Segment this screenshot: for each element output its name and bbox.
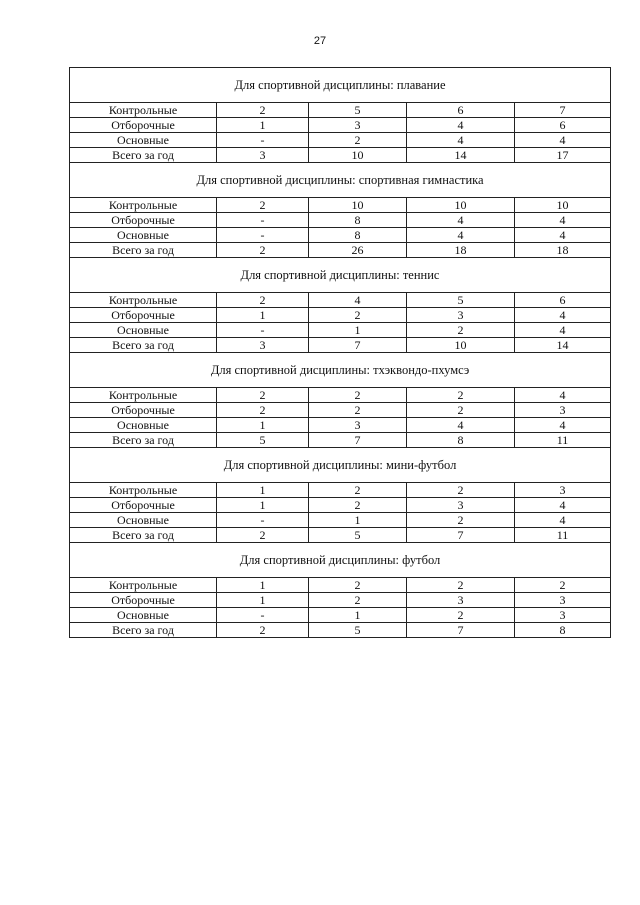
- table-cell: 3: [407, 498, 515, 513]
- section-header-row: [70, 258, 611, 293]
- table-cell: 4: [515, 308, 611, 323]
- table-cell: 3: [515, 608, 611, 623]
- table-cell: 4: [407, 118, 515, 133]
- table-cell: 3: [309, 118, 407, 133]
- table-cell: 8: [309, 228, 407, 243]
- competition-schedule-table: [69, 67, 611, 638]
- table-cell: 3: [515, 403, 611, 418]
- table-cell: 11: [515, 433, 611, 448]
- table-cell: 10: [407, 198, 515, 213]
- section-title: Для спортивной дисциплины: футбол: [70, 543, 611, 578]
- table-cell: 3: [407, 308, 515, 323]
- table-cell: 14: [407, 148, 515, 163]
- table-cell: 17: [515, 148, 611, 163]
- table-cell: 2: [217, 103, 309, 118]
- table-row: [70, 228, 611, 243]
- table-cell: 2: [309, 593, 407, 608]
- table-cell: 2: [407, 483, 515, 498]
- table-cell: -: [217, 513, 309, 528]
- table-row: [70, 418, 611, 433]
- table-cell: 4: [407, 228, 515, 243]
- row-label: Отборочные: [70, 308, 217, 323]
- table-cell: 6: [515, 118, 611, 133]
- table-cell: -: [217, 608, 309, 623]
- table-cell: 10: [309, 148, 407, 163]
- table-cell: 8: [407, 433, 515, 448]
- table-row: [70, 403, 611, 418]
- table-cell: 7: [407, 528, 515, 543]
- row-label: Всего за год: [70, 243, 217, 258]
- row-label: Контрольные: [70, 388, 217, 403]
- table-cell: 10: [515, 198, 611, 213]
- row-label: Отборочные: [70, 403, 217, 418]
- table-cell: 2: [217, 198, 309, 213]
- table-cell: 4: [515, 213, 611, 228]
- table-cell: 4: [515, 513, 611, 528]
- table-cell: 2: [309, 133, 407, 148]
- table-cell: 10: [407, 338, 515, 353]
- row-label: Контрольные: [70, 293, 217, 308]
- table-cell: 8: [515, 623, 611, 638]
- table-cell: 2: [309, 578, 407, 593]
- page-number: 27: [313, 35, 327, 47]
- row-label: Основные: [70, 133, 217, 148]
- table-cell: 4: [407, 418, 515, 433]
- table-cell: 1: [217, 578, 309, 593]
- table-row: [70, 198, 611, 213]
- table-cell: 1: [217, 593, 309, 608]
- table-row: [70, 528, 611, 543]
- section-header-row: [70, 353, 611, 388]
- table-cell: -: [217, 323, 309, 338]
- table-cell: 4: [407, 133, 515, 148]
- table-row: [70, 148, 611, 163]
- table-cell: 18: [407, 243, 515, 258]
- table-cell: 1: [217, 308, 309, 323]
- row-label: Контрольные: [70, 198, 217, 213]
- table-cell: 1: [309, 323, 407, 338]
- table-row: [70, 623, 611, 638]
- table-cell: 3: [217, 148, 309, 163]
- table-cell: 5: [217, 433, 309, 448]
- table-cell: 7: [407, 623, 515, 638]
- table-cell: 5: [309, 528, 407, 543]
- table-cell: 8: [309, 213, 407, 228]
- table-row: [70, 103, 611, 118]
- table-cell: 11: [515, 528, 611, 543]
- table-cell: -: [217, 213, 309, 228]
- table-cell: 2: [217, 243, 309, 258]
- table-cell: 3: [515, 593, 611, 608]
- table-cell: 2: [217, 293, 309, 308]
- row-label: Основные: [70, 323, 217, 338]
- table-cell: 1: [217, 483, 309, 498]
- table-cell: 2: [309, 403, 407, 418]
- row-label: Основные: [70, 418, 217, 433]
- table-cell: 5: [309, 623, 407, 638]
- table-cell: 2: [309, 483, 407, 498]
- table-cell: 2: [309, 498, 407, 513]
- table-row: [70, 323, 611, 338]
- table-row: [70, 578, 611, 593]
- row-label: Отборочные: [70, 213, 217, 228]
- table-row: [70, 133, 611, 148]
- table-cell: -: [217, 228, 309, 243]
- row-label: Основные: [70, 228, 217, 243]
- table-row: [70, 498, 611, 513]
- table-row: [70, 593, 611, 608]
- table-cell: 2: [217, 623, 309, 638]
- table-row: [70, 243, 611, 258]
- table-cell: 4: [515, 323, 611, 338]
- table-cell: 3: [309, 418, 407, 433]
- table-cell: 2: [407, 608, 515, 623]
- table-cell: 7: [309, 338, 407, 353]
- table-row: [70, 483, 611, 498]
- table-cell: 3: [515, 483, 611, 498]
- table-cell: 1: [309, 608, 407, 623]
- table-row: [70, 118, 611, 133]
- table-row: [70, 213, 611, 228]
- row-label: Основные: [70, 513, 217, 528]
- row-label: Контрольные: [70, 483, 217, 498]
- table-row: [70, 388, 611, 403]
- table-cell: 2: [309, 388, 407, 403]
- table-cell: 2: [217, 403, 309, 418]
- table-cell: 6: [515, 293, 611, 308]
- row-label: Основные: [70, 608, 217, 623]
- table-cell: 4: [407, 213, 515, 228]
- table-cell: 4: [515, 418, 611, 433]
- table-cell: 3: [407, 593, 515, 608]
- table-cell: 26: [309, 243, 407, 258]
- row-label: Контрольные: [70, 103, 217, 118]
- table-row: [70, 338, 611, 353]
- section-title: Для спортивной дисциплины: теннис: [70, 258, 611, 293]
- section-header-row: [70, 543, 611, 578]
- table-row: [70, 293, 611, 308]
- table-cell: 3: [217, 338, 309, 353]
- row-label: Всего за год: [70, 148, 217, 163]
- table-cell: 2: [407, 388, 515, 403]
- table-cell: 10: [309, 198, 407, 213]
- row-label: Контрольные: [70, 578, 217, 593]
- table-cell: 4: [309, 293, 407, 308]
- table-cell: 4: [515, 133, 611, 148]
- row-label: Всего за год: [70, 433, 217, 448]
- section-title: Для спортивной дисциплины: мини-футбол: [70, 448, 611, 483]
- table-cell: 1: [309, 513, 407, 528]
- row-label: Отборочные: [70, 593, 217, 608]
- section-title: Для спортивной дисциплины: спортивная гимнастика: [70, 163, 611, 198]
- section-title: Для спортивной дисциплины: тхэквондо-пхумсэ: [70, 353, 611, 388]
- table-row: [70, 513, 611, 528]
- table-row: [70, 433, 611, 448]
- section-title: Для спортивной дисциплины: плавание: [70, 68, 611, 103]
- table-cell: 4: [515, 388, 611, 403]
- table-cell: 1: [217, 118, 309, 133]
- table-cell: 2: [407, 323, 515, 338]
- table-cell: 5: [407, 293, 515, 308]
- table-cell: 4: [515, 228, 611, 243]
- row-label: Отборочные: [70, 118, 217, 133]
- table-cell: 4: [515, 498, 611, 513]
- table-cell: 1: [217, 498, 309, 513]
- table-cell: 2: [309, 308, 407, 323]
- section-header-row: [70, 448, 611, 483]
- section-header-row: [70, 163, 611, 198]
- row-label: Отборочные: [70, 498, 217, 513]
- table-row: [70, 308, 611, 323]
- table-cell: -: [217, 133, 309, 148]
- table-cell: 18: [515, 243, 611, 258]
- table-cell: 2: [217, 528, 309, 543]
- table-cell: 7: [515, 103, 611, 118]
- table-cell: 2: [407, 403, 515, 418]
- table-cell: 2: [217, 388, 309, 403]
- table-cell: 2: [515, 578, 611, 593]
- table-cell: 14: [515, 338, 611, 353]
- table-cell: 7: [309, 433, 407, 448]
- table-cell: 6: [407, 103, 515, 118]
- table-cell: 2: [407, 578, 515, 593]
- row-label: Всего за год: [70, 338, 217, 353]
- table-row: [70, 608, 611, 623]
- table-cell: 5: [309, 103, 407, 118]
- row-label: Всего за год: [70, 623, 217, 638]
- table-cell: 1: [217, 418, 309, 433]
- section-header-row: [70, 68, 611, 103]
- row-label: Всего за год: [70, 528, 217, 543]
- table-cell: 2: [407, 513, 515, 528]
